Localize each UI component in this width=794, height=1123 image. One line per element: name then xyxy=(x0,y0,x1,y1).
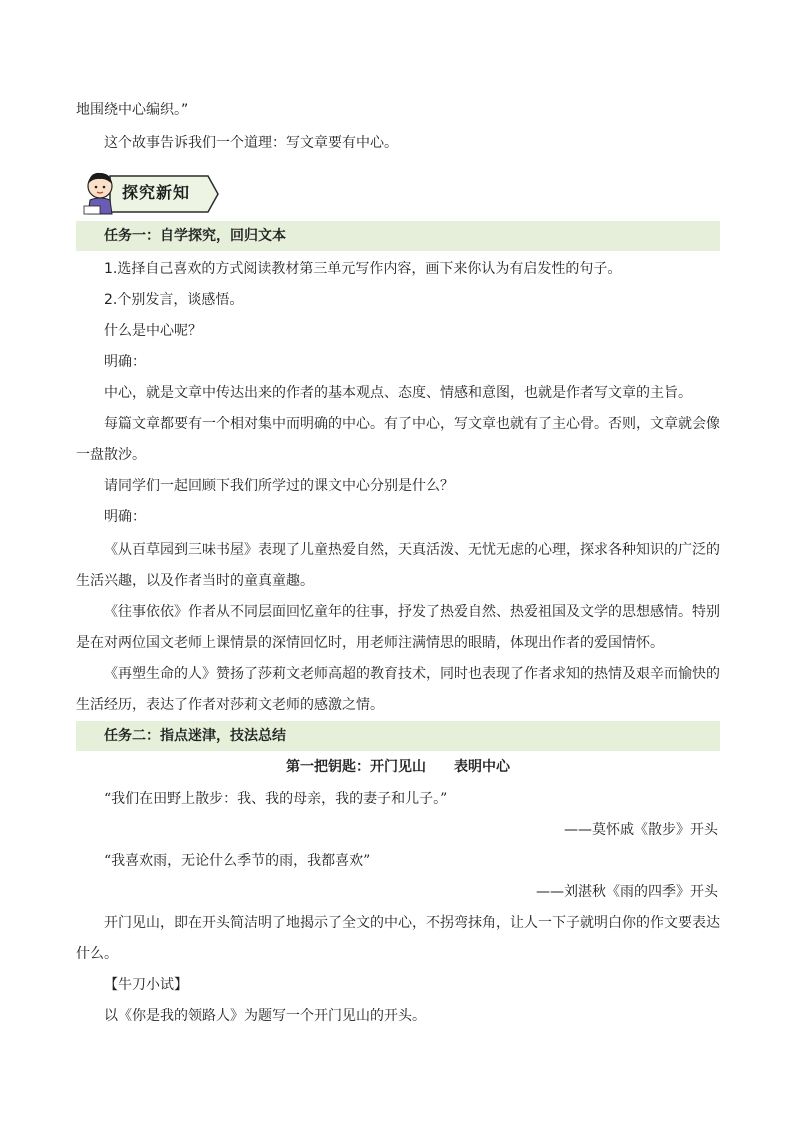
quote-1-source: ——莫怀戚《散步》开头 xyxy=(564,822,718,838)
example-1-line-1: 《从百草园到三味书屋》表现了儿童热爱自然，天真活泼、无忧无虑的心理，探求各种知识的广泛的 xyxy=(104,542,720,558)
practice-label: 【牛刀小试】 xyxy=(104,977,188,993)
question-2: 请同学们一起回顾下我们所学过的课文中心分别是什么？ xyxy=(104,478,454,494)
clarify-label-1: 明确： xyxy=(104,354,146,370)
task2-heading-bar xyxy=(76,721,720,751)
question-1: 什么是中心呢？ xyxy=(104,323,202,339)
center-para-line-2: 一盘散沙。 xyxy=(76,447,146,463)
practice-text: 以《你是我的领路人》为题写一个开门见山的开头。 xyxy=(104,1008,426,1024)
task1-step-2: 2.个别发言，谈感悟。 xyxy=(104,292,244,308)
quote-2-source: ——刘湛秋《雨的四季》开头 xyxy=(536,884,718,900)
example-2-line-2: 是在对两位国文老师上课情景的深情回忆时，用老师注满情思的眼睛，体现出作者的爱国情怀。 xyxy=(76,635,664,651)
intro-line-1: 地围绕中心编织。” xyxy=(76,102,189,118)
intro-line-2: 这个故事告诉我们一个道理：写文章要有中心。 xyxy=(104,135,398,151)
example-2-line-1: 《往事依依》作者从不同层面回忆童年的往事，抒发了热爱自然、热爱祖国及文学的思想感情。特别 xyxy=(104,604,720,620)
clarify-label-2: 明确： xyxy=(104,509,146,525)
explain-line-2: 什么。 xyxy=(76,946,118,962)
task1-heading: 任务一：自学探究，回归文本 xyxy=(104,228,286,244)
center-para-line-1: 每篇文章都要有一个相对集中而明确的中心。有了中心，写文章也就有了主心骨。否则，文章就会像 xyxy=(104,416,720,432)
example-3-line-1: 《再塑生命的人》赞扬了莎莉文老师高超的教育技术，同时也表现了作者求知的热情及艰辛而愉快的 xyxy=(104,666,720,682)
quote-1: “我们在田野上散步：我、我的母亲，我的妻子和儿子。” xyxy=(104,791,448,807)
task1-step-1: 1.选择自己喜欢的方式阅读教材第三单元写作内容，画下来你认为有启发性的句子。 xyxy=(104,261,622,277)
quote-2: “我喜欢雨，无论什么季节的雨，我都喜欢” xyxy=(104,853,371,869)
task1-heading-bar xyxy=(76,221,720,251)
student-icon xyxy=(84,173,112,214)
task2-heading: 任务二：指点迷津，技法总结 xyxy=(104,728,286,744)
explain-line-1: 开门见山，即在开头简洁明了地揭示了全文的中心，不拐弯抹角，让人一下子就明白你的作文要表达 xyxy=(104,915,720,931)
definition-text: 中心，就是文章中传达出来的作者的基本观点、态度、情感和意图，也就是作者写文章的主旨。 xyxy=(104,385,692,401)
section-banner-label: 探究新知 xyxy=(122,183,191,202)
section-banner xyxy=(80,168,220,216)
example-1-line-2: 生活兴趣，以及作者当时的童真童趣。 xyxy=(76,573,314,589)
example-3-line-2: 生活经历，表达了作者对莎莉文老师的感激之情。 xyxy=(76,697,384,713)
key-title: 第一把钥匙：开门见山 表明中心 xyxy=(286,759,510,775)
